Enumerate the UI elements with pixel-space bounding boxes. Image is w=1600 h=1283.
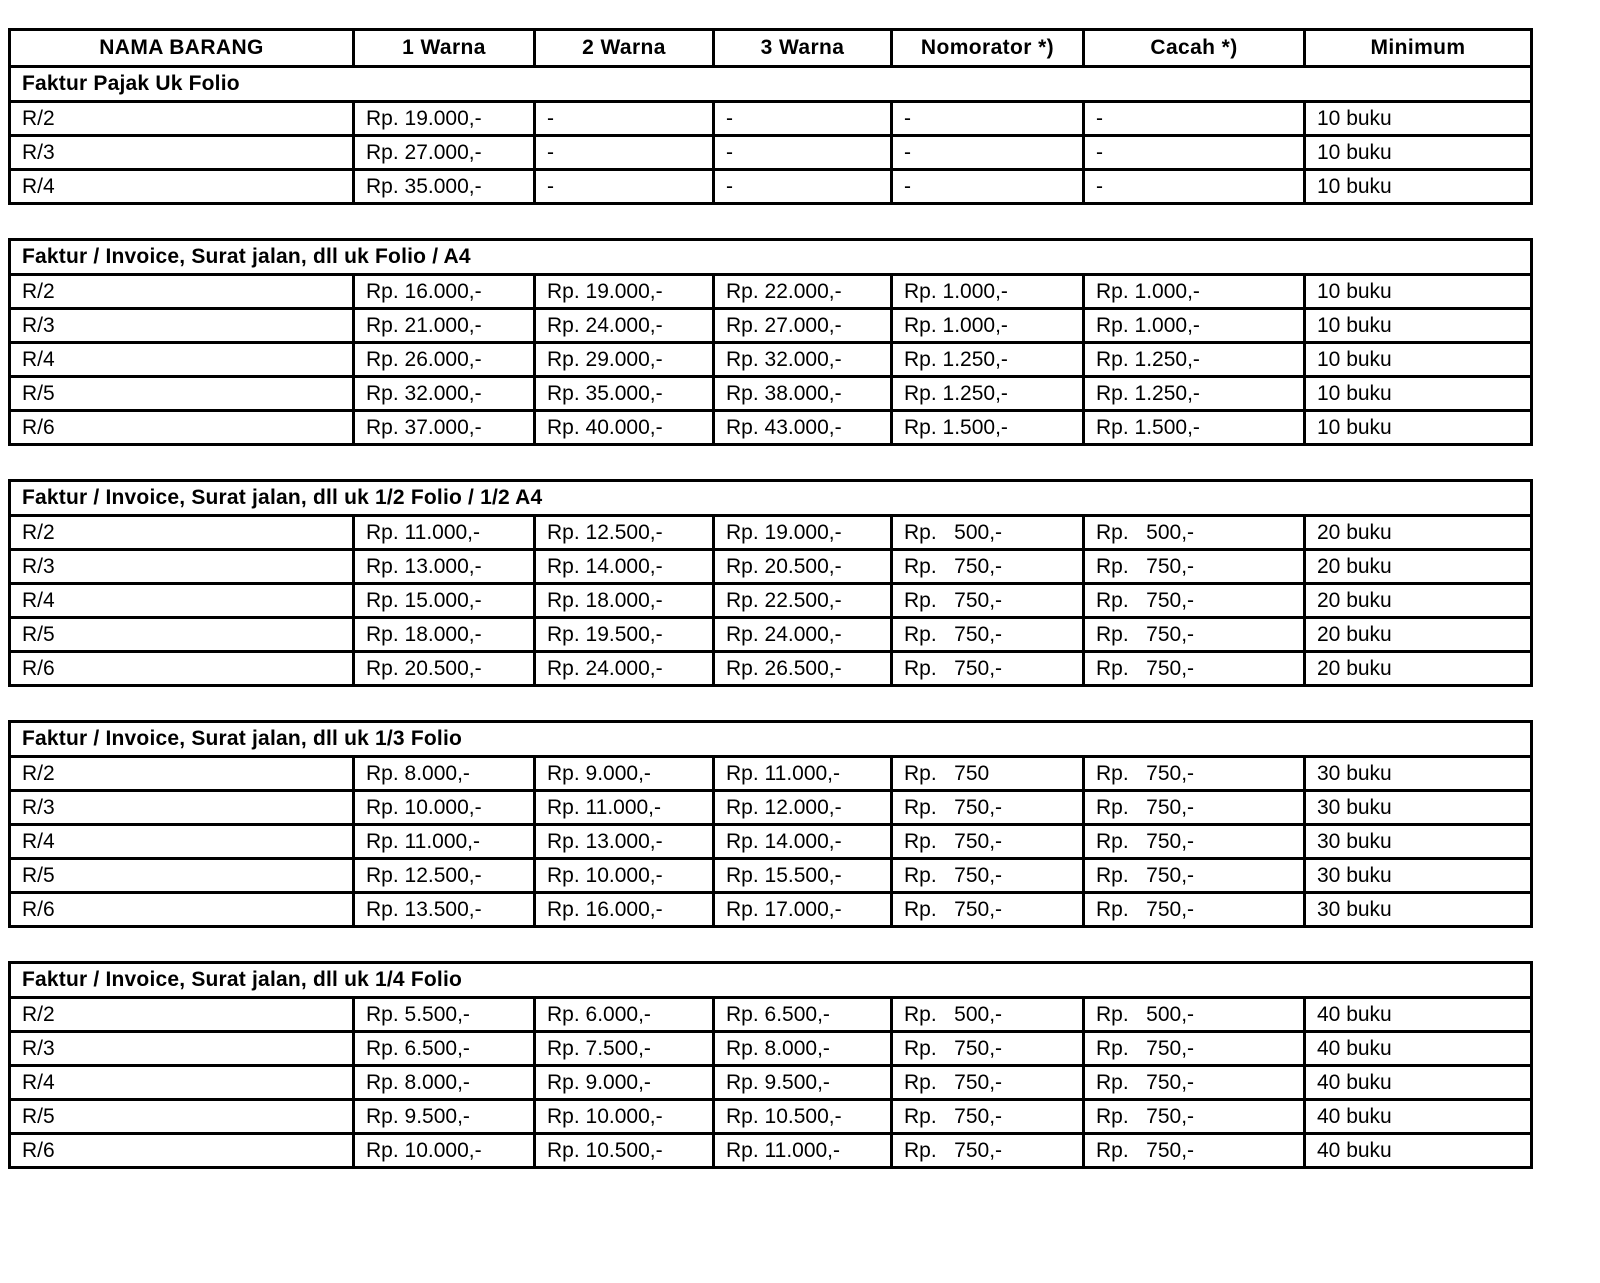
price-cell-nomorator: Rp. 750,- bbox=[892, 1032, 1084, 1066]
minimum-cell: 40 buku bbox=[1305, 998, 1532, 1032]
minimum-cell: 30 buku bbox=[1305, 757, 1532, 791]
price-cell-1-warna: Rp. 13.500,- bbox=[354, 893, 535, 927]
price-cell-cacah: Rp. 750,- bbox=[1084, 1032, 1305, 1066]
minimum-cell: 40 buku bbox=[1305, 1066, 1532, 1100]
price-cell-cacah: Rp. 1.250,- bbox=[1084, 377, 1305, 411]
row-label-cell: R/5 bbox=[10, 618, 354, 652]
minimum-cell: 10 buku bbox=[1305, 411, 1532, 445]
section-title-row bbox=[10, 963, 1532, 998]
price-cell-3-warna: Rp. 10.500,- bbox=[714, 1100, 892, 1134]
price-cell-cacah: Rp. 750,- bbox=[1084, 757, 1305, 791]
table-row bbox=[10, 1134, 1532, 1168]
table-row bbox=[10, 859, 1532, 893]
price-table-section bbox=[8, 961, 1533, 1169]
row-label-cell: R/5 bbox=[10, 377, 354, 411]
price-cell-3-warna: Rp. 22.500,- bbox=[714, 584, 892, 618]
price-cell-1-warna: Rp. 27.000,- bbox=[354, 136, 535, 170]
price-table-section bbox=[8, 28, 1533, 205]
price-cell-nomorator: Rp. 1.250,- bbox=[892, 343, 1084, 377]
price-cell-3-warna: Rp. 12.000,- bbox=[714, 791, 892, 825]
column-header-nama-barang: NAMA BARANG bbox=[10, 30, 354, 67]
price-cell-cacah: Rp. 750,- bbox=[1084, 618, 1305, 652]
minimum-cell: 20 buku bbox=[1305, 652, 1532, 686]
row-label-cell: R/4 bbox=[10, 1066, 354, 1100]
table-row bbox=[10, 618, 1532, 652]
row-label-cell: R/4 bbox=[10, 825, 354, 859]
price-cell-nomorator: Rp. 750,- bbox=[892, 1100, 1084, 1134]
price-table-section bbox=[8, 720, 1533, 928]
row-label-cell: R/3 bbox=[10, 791, 354, 825]
minimum-cell: 30 buku bbox=[1305, 859, 1532, 893]
price-cell-2-warna: Rp. 14.000,- bbox=[535, 550, 714, 584]
price-cell-nomorator: Rp. 750,- bbox=[892, 550, 1084, 584]
price-cell-nomorator: Rp. 750 bbox=[892, 757, 1084, 791]
table-row bbox=[10, 1066, 1532, 1100]
minimum-cell: 10 buku bbox=[1305, 102, 1532, 136]
row-label-cell: R/2 bbox=[10, 998, 354, 1032]
price-cell-nomorator: - bbox=[892, 136, 1084, 170]
price-cell-1-warna: Rp. 15.000,- bbox=[354, 584, 535, 618]
column-header-minimum: Minimum bbox=[1305, 30, 1532, 67]
minimum-cell: 20 buku bbox=[1305, 516, 1532, 550]
section-title: Faktur / Invoice, Surat jalan, dll uk 1/3 Folio bbox=[10, 722, 1532, 757]
section-title: Faktur Pajak Uk Folio bbox=[10, 67, 1532, 102]
section-title-row bbox=[10, 240, 1532, 275]
table-row bbox=[10, 102, 1532, 136]
price-cell-3-warna: Rp. 27.000,- bbox=[714, 309, 892, 343]
table-row bbox=[10, 170, 1532, 204]
minimum-cell: 10 buku bbox=[1305, 377, 1532, 411]
price-table-section bbox=[8, 479, 1533, 687]
price-cell-1-warna: Rp. 35.000,- bbox=[354, 170, 535, 204]
price-cell-cacah: Rp. 750,- bbox=[1084, 893, 1305, 927]
price-cell-nomorator: - bbox=[892, 102, 1084, 136]
minimum-cell: 30 buku bbox=[1305, 825, 1532, 859]
row-label-cell: R/5 bbox=[10, 859, 354, 893]
price-cell-3-warna: Rp. 14.000,- bbox=[714, 825, 892, 859]
price-cell-2-warna: Rp. 19.000,- bbox=[535, 275, 714, 309]
price-cell-cacah: Rp. 750,- bbox=[1084, 1066, 1305, 1100]
price-cell-nomorator: Rp. 750,- bbox=[892, 859, 1084, 893]
price-cell-2-warna: - bbox=[535, 170, 714, 204]
price-cell-cacah: Rp. 1.500,- bbox=[1084, 411, 1305, 445]
row-label-cell: R/4 bbox=[10, 343, 354, 377]
minimum-cell: 10 buku bbox=[1305, 275, 1532, 309]
price-cell-3-warna: - bbox=[714, 136, 892, 170]
minimum-cell: 40 buku bbox=[1305, 1100, 1532, 1134]
row-label-cell: R/3 bbox=[10, 136, 354, 170]
price-table-section bbox=[8, 238, 1533, 446]
price-cell-1-warna: Rp. 11.000,- bbox=[354, 516, 535, 550]
price-cell-nomorator: Rp. 500,- bbox=[892, 998, 1084, 1032]
price-cell-3-warna: Rp. 11.000,- bbox=[714, 757, 892, 791]
table-row bbox=[10, 377, 1532, 411]
price-cell-2-warna: Rp. 12.500,- bbox=[535, 516, 714, 550]
price-cell-nomorator: Rp. 750,- bbox=[892, 584, 1084, 618]
price-cell-3-warna: Rp. 11.000,- bbox=[714, 1134, 892, 1168]
price-cell-2-warna: - bbox=[535, 102, 714, 136]
price-cell-2-warna: Rp. 10.500,- bbox=[535, 1134, 714, 1168]
table-row bbox=[10, 550, 1532, 584]
row-label-cell: R/6 bbox=[10, 893, 354, 927]
price-cell-nomorator: Rp. 1.000,- bbox=[892, 309, 1084, 343]
price-cell-3-warna: Rp. 9.500,- bbox=[714, 1066, 892, 1100]
table-row bbox=[10, 757, 1532, 791]
minimum-cell: 20 buku bbox=[1305, 618, 1532, 652]
price-cell-nomorator: Rp. 1.500,- bbox=[892, 411, 1084, 445]
price-cell-cacah: Rp. 750,- bbox=[1084, 825, 1305, 859]
price-cell-3-warna: Rp. 32.000,- bbox=[714, 343, 892, 377]
price-cell-1-warna: Rp. 16.000,- bbox=[354, 275, 535, 309]
price-cell-1-warna: Rp. 13.000,- bbox=[354, 550, 535, 584]
minimum-cell: 40 buku bbox=[1305, 1032, 1532, 1066]
row-label-cell: R/4 bbox=[10, 170, 354, 204]
price-cell-nomorator: Rp. 500,- bbox=[892, 516, 1084, 550]
price-cell-2-warna: Rp. 11.000,- bbox=[535, 791, 714, 825]
price-cell-1-warna: Rp. 20.500,- bbox=[354, 652, 535, 686]
table-row bbox=[10, 516, 1532, 550]
price-cell-1-warna: Rp. 10.000,- bbox=[354, 1134, 535, 1168]
minimum-cell: 30 buku bbox=[1305, 893, 1532, 927]
minimum-cell: 40 buku bbox=[1305, 1134, 1532, 1168]
price-cell-nomorator: Rp. 750,- bbox=[892, 618, 1084, 652]
price-cell-nomorator: Rp. 750,- bbox=[892, 1134, 1084, 1168]
table-row bbox=[10, 275, 1532, 309]
price-cell-2-warna: Rp. 18.000,- bbox=[535, 584, 714, 618]
table-row bbox=[10, 1100, 1532, 1134]
price-cell-2-warna: Rp. 29.000,- bbox=[535, 343, 714, 377]
price-cell-cacah: - bbox=[1084, 136, 1305, 170]
section-title: Faktur / Invoice, Surat jalan, dll uk 1/4 Folio bbox=[10, 963, 1532, 998]
price-cell-cacah: - bbox=[1084, 170, 1305, 204]
price-cell-cacah: Rp. 750,- bbox=[1084, 652, 1305, 686]
price-cell-nomorator: Rp. 750,- bbox=[892, 1066, 1084, 1100]
price-cell-nomorator: - bbox=[892, 170, 1084, 204]
price-cell-cacah: Rp. 1.250,- bbox=[1084, 343, 1305, 377]
price-cell-1-warna: Rp. 9.500,- bbox=[354, 1100, 535, 1134]
price-cell-2-warna: Rp. 19.500,- bbox=[535, 618, 714, 652]
price-cell-2-warna: Rp. 10.000,- bbox=[535, 1100, 714, 1134]
column-header-3-warna: 3 Warna bbox=[714, 30, 892, 67]
minimum-cell: 10 buku bbox=[1305, 136, 1532, 170]
price-cell-2-warna: Rp. 7.500,- bbox=[535, 1032, 714, 1066]
price-cell-cacah: Rp. 1.000,- bbox=[1084, 309, 1305, 343]
table-row bbox=[10, 1032, 1532, 1066]
price-cell-cacah: Rp. 750,- bbox=[1084, 584, 1305, 618]
price-cell-cacah: Rp. 500,- bbox=[1084, 998, 1305, 1032]
price-cell-3-warna: Rp. 15.500,- bbox=[714, 859, 892, 893]
price-cell-3-warna: Rp. 17.000,- bbox=[714, 893, 892, 927]
price-cell-3-warna: Rp. 22.000,- bbox=[714, 275, 892, 309]
price-cell-cacah: Rp. 750,- bbox=[1084, 550, 1305, 584]
price-cell-1-warna: Rp. 18.000,- bbox=[354, 618, 535, 652]
row-label-cell: R/2 bbox=[10, 102, 354, 136]
row-label-cell: R/5 bbox=[10, 1100, 354, 1134]
price-cell-1-warna: Rp. 10.000,- bbox=[354, 791, 535, 825]
price-cell-2-warna: Rp. 9.000,- bbox=[535, 757, 714, 791]
price-cell-cacah: Rp. 750,- bbox=[1084, 1100, 1305, 1134]
row-label-cell: R/6 bbox=[10, 411, 354, 445]
price-cell-3-warna: Rp. 24.000,- bbox=[714, 618, 892, 652]
price-cell-2-warna: Rp. 40.000,- bbox=[535, 411, 714, 445]
price-cell-1-warna: Rp. 8.000,- bbox=[354, 1066, 535, 1100]
section-title-row bbox=[10, 722, 1532, 757]
section-title-row bbox=[10, 481, 1532, 516]
price-cell-1-warna: Rp. 26.000,- bbox=[354, 343, 535, 377]
table-row bbox=[10, 825, 1532, 859]
table-row bbox=[10, 309, 1532, 343]
column-header-1-warna: 1 Warna bbox=[354, 30, 535, 67]
table-row bbox=[10, 136, 1532, 170]
price-cell-1-warna: Rp. 8.000,- bbox=[354, 757, 535, 791]
price-cell-cacah: Rp. 500,- bbox=[1084, 516, 1305, 550]
table-row bbox=[10, 893, 1532, 927]
section-title-row bbox=[10, 67, 1532, 102]
price-cell-nomorator: Rp. 750,- bbox=[892, 825, 1084, 859]
price-cell-nomorator: Rp. 750,- bbox=[892, 893, 1084, 927]
price-cell-cacah: Rp. 750,- bbox=[1084, 859, 1305, 893]
row-label-cell: R/3 bbox=[10, 550, 354, 584]
price-cell-3-warna: - bbox=[714, 102, 892, 136]
table-row bbox=[10, 343, 1532, 377]
table-row bbox=[10, 411, 1532, 445]
price-cell-cacah: Rp. 1.000,- bbox=[1084, 275, 1305, 309]
table-row bbox=[10, 791, 1532, 825]
row-label-cell: R/6 bbox=[10, 1134, 354, 1168]
column-header-2-warna: 2 Warna bbox=[535, 30, 714, 67]
price-cell-2-warna: Rp. 10.000,- bbox=[535, 859, 714, 893]
column-header-cacah: Cacah *) bbox=[1084, 30, 1305, 67]
price-cell-3-warna: Rp. 20.500,- bbox=[714, 550, 892, 584]
price-cell-3-warna: Rp. 38.000,- bbox=[714, 377, 892, 411]
row-label-cell: R/4 bbox=[10, 584, 354, 618]
table-row bbox=[10, 998, 1532, 1032]
price-cell-nomorator: Rp. 750,- bbox=[892, 652, 1084, 686]
price-cell-cacah: Rp. 750,- bbox=[1084, 1134, 1305, 1168]
price-cell-2-warna: Rp. 6.000,- bbox=[535, 998, 714, 1032]
price-cell-2-warna: - bbox=[535, 136, 714, 170]
row-label-cell: R/2 bbox=[10, 757, 354, 791]
table-row bbox=[10, 652, 1532, 686]
price-cell-3-warna: Rp. 19.000,- bbox=[714, 516, 892, 550]
price-cell-1-warna: Rp. 37.000,- bbox=[354, 411, 535, 445]
price-cell-3-warna: Rp. 26.500,- bbox=[714, 652, 892, 686]
section-title: Faktur / Invoice, Surat jalan, dll uk 1/2 Folio / 1/2 A4 bbox=[10, 481, 1532, 516]
price-cell-2-warna: Rp. 9.000,- bbox=[535, 1066, 714, 1100]
minimum-cell: 20 buku bbox=[1305, 584, 1532, 618]
price-cell-nomorator: Rp. 1.000,- bbox=[892, 275, 1084, 309]
price-cell-3-warna: Rp. 6.500,- bbox=[714, 998, 892, 1032]
row-label-cell: R/6 bbox=[10, 652, 354, 686]
section-title: Faktur / Invoice, Surat jalan, dll uk Folio / A4 bbox=[10, 240, 1532, 275]
price-cell-2-warna: Rp. 16.000,- bbox=[535, 893, 714, 927]
price-cell-nomorator: Rp. 1.250,- bbox=[892, 377, 1084, 411]
price-cell-1-warna: Rp. 11.000,- bbox=[354, 825, 535, 859]
price-cell-2-warna: Rp. 35.000,- bbox=[535, 377, 714, 411]
column-header-nomorator: Nomorator *) bbox=[892, 30, 1084, 67]
price-cell-cacah: - bbox=[1084, 102, 1305, 136]
price-cell-3-warna: - bbox=[714, 170, 892, 204]
price-cell-2-warna: Rp. 24.000,- bbox=[535, 652, 714, 686]
price-cell-1-warna: Rp. 5.500,- bbox=[354, 998, 535, 1032]
price-list bbox=[8, 28, 1530, 1202]
minimum-cell: 10 buku bbox=[1305, 343, 1532, 377]
price-cell-1-warna: Rp. 32.000,- bbox=[354, 377, 535, 411]
price-cell-1-warna: Rp. 19.000,- bbox=[354, 102, 535, 136]
table-row bbox=[10, 584, 1532, 618]
minimum-cell: 20 buku bbox=[1305, 550, 1532, 584]
table-header-row bbox=[10, 30, 1532, 67]
price-cell-3-warna: Rp. 43.000,- bbox=[714, 411, 892, 445]
row-label-cell: R/2 bbox=[10, 275, 354, 309]
price-cell-cacah: Rp. 750,- bbox=[1084, 791, 1305, 825]
minimum-cell: 10 buku bbox=[1305, 170, 1532, 204]
minimum-cell: 10 buku bbox=[1305, 309, 1532, 343]
row-label-cell: R/3 bbox=[10, 309, 354, 343]
price-cell-2-warna: Rp. 24.000,- bbox=[535, 309, 714, 343]
row-label-cell: R/2 bbox=[10, 516, 354, 550]
price-cell-1-warna: Rp. 6.500,- bbox=[354, 1032, 535, 1066]
price-cell-nomorator: Rp. 750,- bbox=[892, 791, 1084, 825]
price-cell-2-warna: Rp. 13.000,- bbox=[535, 825, 714, 859]
price-cell-3-warna: Rp. 8.000,- bbox=[714, 1032, 892, 1066]
price-cell-1-warna: Rp. 12.500,- bbox=[354, 859, 535, 893]
price-cell-1-warna: Rp. 21.000,- bbox=[354, 309, 535, 343]
row-label-cell: R/3 bbox=[10, 1032, 354, 1066]
minimum-cell: 30 buku bbox=[1305, 791, 1532, 825]
